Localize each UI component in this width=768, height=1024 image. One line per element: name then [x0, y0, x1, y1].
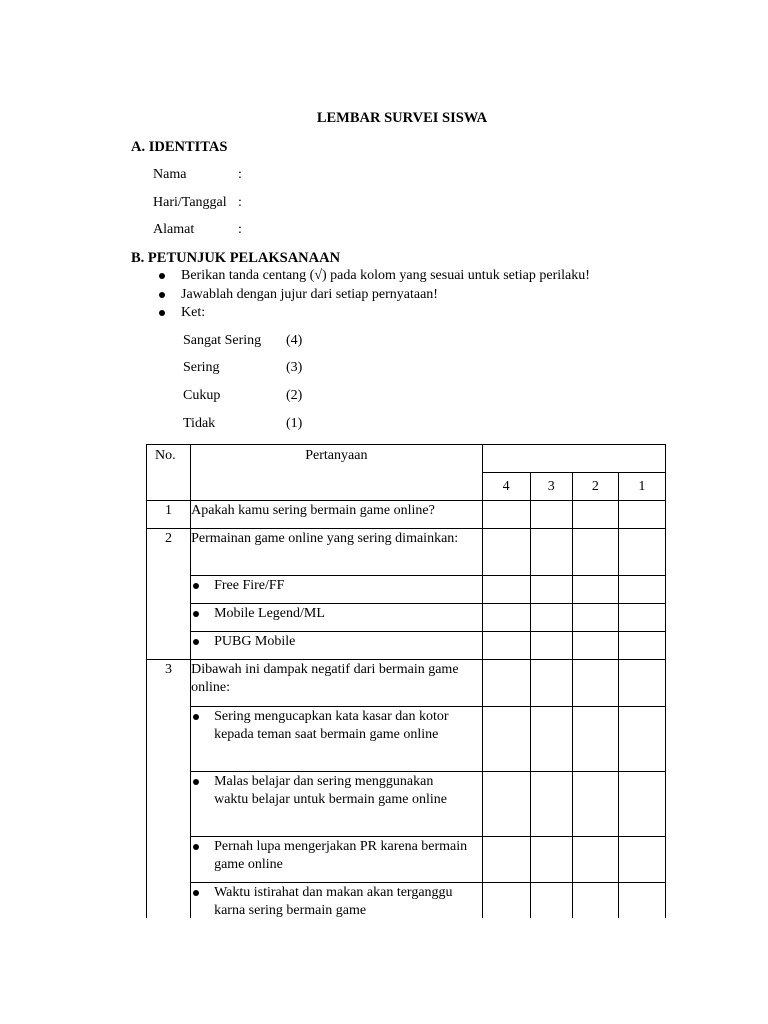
page-title: LEMBAR SURVEI SISWA: [316, 110, 488, 126]
table-row: [147, 660, 666, 707]
ket-label: Sering: [183, 360, 220, 375]
answer-cell[interactable]: [482, 883, 530, 919]
answer-cell[interactable]: [482, 529, 530, 576]
answer-cell[interactable]: [618, 883, 665, 919]
question-text: Dibawah ini dampak negatif dari bermain game online:: [191, 660, 483, 707]
answer-cell[interactable]: [572, 883, 618, 919]
instruction-3: [159, 305, 205, 321]
field-label: Alamat: [153, 222, 195, 237]
answer-cell[interactable]: [530, 883, 572, 919]
answer-cell[interactable]: [530, 604, 572, 632]
instruction-text: Jawablah dengan jujur dari setiap pernyataan!: [181, 287, 438, 302]
answer-cell[interactable]: [618, 772, 665, 837]
answer-cell[interactable]: [530, 772, 572, 837]
answer-cell[interactable]: [572, 707, 618, 772]
answer-cell[interactable]: [572, 632, 618, 660]
answer-cell[interactable]: [618, 660, 665, 707]
header-no: No.: [147, 445, 191, 501]
table-row: [147, 529, 666, 576]
table-row: [147, 837, 666, 883]
ket-value: (4): [286, 333, 303, 348]
option-text: Pernah lupa mengerjakan PR karena bermain game online: [214, 839, 468, 872]
option-text: Waktu istirahat dan makan akan terganggu karna sering bermain game: [214, 885, 453, 918]
answer-cell[interactable]: [618, 632, 665, 660]
answer-cell[interactable]: [618, 529, 665, 576]
answer-cell[interactable]: [482, 501, 530, 529]
answer-cell[interactable]: [530, 837, 572, 883]
field-nama: [153, 167, 242, 183]
section-b-heading: B. PETUNJUK PELAKSANAAN: [131, 250, 341, 266]
answer-cell[interactable]: [618, 576, 665, 604]
answer-cell[interactable]: [618, 707, 665, 772]
table-row: [147, 883, 666, 919]
option-item: [191, 883, 483, 919]
answer-cell[interactable]: [530, 707, 572, 772]
answer-cell[interactable]: [530, 576, 572, 604]
option-item: [191, 604, 483, 632]
bullet-icon: [193, 714, 199, 720]
answer-cell[interactable]: [618, 604, 665, 632]
survey-table: [146, 444, 666, 918]
bullet-icon: [159, 292, 165, 298]
table-row: [147, 501, 666, 529]
header-question: Pertanyaan: [191, 445, 483, 501]
answer-cell[interactable]: [482, 604, 530, 632]
answer-cell[interactable]: [482, 660, 530, 707]
field-label: Hari/Tanggal: [153, 195, 227, 210]
instruction-text: Berikan tanda centang (√) pada kolom yang sesuai untuk setiap perilaku!: [181, 268, 590, 283]
section-a-heading: A. IDENTITAS: [131, 139, 228, 155]
bullet-icon: [193, 779, 199, 785]
score-header-1: 1: [618, 473, 665, 501]
field-separator: :: [238, 195, 242, 210]
bullet-icon: [193, 639, 199, 645]
option-text: PUBG Mobile: [214, 634, 296, 649]
ket-value: (3): [286, 360, 303, 375]
answer-cell[interactable]: [530, 501, 572, 529]
answer-cell[interactable]: [482, 707, 530, 772]
question-text: Apakah kamu sering bermain game online?: [191, 501, 483, 529]
bullet-icon: [193, 844, 199, 850]
option-item: [191, 837, 483, 883]
header-score-group: [482, 445, 665, 473]
option-text: Sering mengucapkan kata kasar dan kotor kepada teman saat bermain game online: [214, 709, 449, 742]
answer-cell[interactable]: [618, 837, 665, 883]
ket-label: Cukup: [183, 388, 221, 403]
answer-cell[interactable]: [482, 632, 530, 660]
option-item: [191, 632, 483, 660]
instruction-2: [159, 287, 438, 303]
table-header-row: [147, 445, 666, 473]
answer-cell[interactable]: [572, 772, 618, 837]
option-text: Free Fire/FF: [214, 578, 285, 593]
bullet-icon: [193, 583, 199, 589]
instruction-text: Ket:: [181, 305, 206, 320]
score-header-2: 2: [572, 473, 618, 501]
table-row: [147, 707, 666, 772]
ket-value: (1): [286, 416, 303, 431]
answer-cell[interactable]: [530, 660, 572, 707]
score-header-3: 3: [530, 473, 572, 501]
row-number: 1: [147, 501, 191, 529]
row-number: 2: [147, 529, 191, 660]
answer-cell[interactable]: [530, 632, 572, 660]
answer-cell[interactable]: [572, 837, 618, 883]
row-number: 3: [147, 660, 191, 919]
ket-item: [183, 333, 302, 349]
bullet-icon: [159, 273, 165, 279]
question-text: Permainan game online yang sering dimainkan:: [191, 529, 483, 576]
bullet-icon: [193, 890, 199, 896]
field-label: Nama: [153, 167, 187, 182]
field-separator: :: [238, 167, 242, 182]
field-alamat: [153, 222, 242, 238]
option-item: [191, 707, 483, 772]
ket-value: (2): [286, 388, 303, 403]
field-hari-tanggal: [153, 195, 242, 211]
ket-label: Sangat Sering: [183, 333, 262, 348]
ket-item: [183, 360, 302, 376]
answer-cell[interactable]: [482, 772, 530, 837]
ket-item: [183, 388, 302, 404]
table-row: [147, 604, 666, 632]
option-text: Mobile Legend/ML: [214, 606, 325, 621]
option-item: [191, 772, 483, 837]
table-row: [147, 632, 666, 660]
bullet-icon: [193, 611, 199, 617]
ket-label: Tidak: [183, 416, 216, 431]
answer-cell[interactable]: [572, 529, 618, 576]
option-item: [191, 576, 483, 604]
field-separator: :: [238, 222, 242, 237]
table-row: [147, 576, 666, 604]
score-header-4: 4: [482, 473, 530, 501]
survey-table-clip: [140, 440, 680, 918]
answer-cell[interactable]: [482, 837, 530, 883]
answer-cell[interactable]: [572, 660, 618, 707]
bullet-icon: [159, 310, 165, 316]
table-row: [147, 772, 666, 837]
answer-cell[interactable]: [482, 576, 530, 604]
option-text: Malas belajar dan sering menggunakan waktu belajar untuk bermain game online: [214, 774, 447, 807]
answer-cell[interactable]: [572, 501, 618, 529]
answer-cell[interactable]: [618, 501, 665, 529]
answer-cell[interactable]: [530, 529, 572, 576]
ket-item: [183, 416, 302, 432]
instruction-1: [159, 268, 590, 284]
answer-cell[interactable]: [572, 604, 618, 632]
answer-cell[interactable]: [572, 576, 618, 604]
